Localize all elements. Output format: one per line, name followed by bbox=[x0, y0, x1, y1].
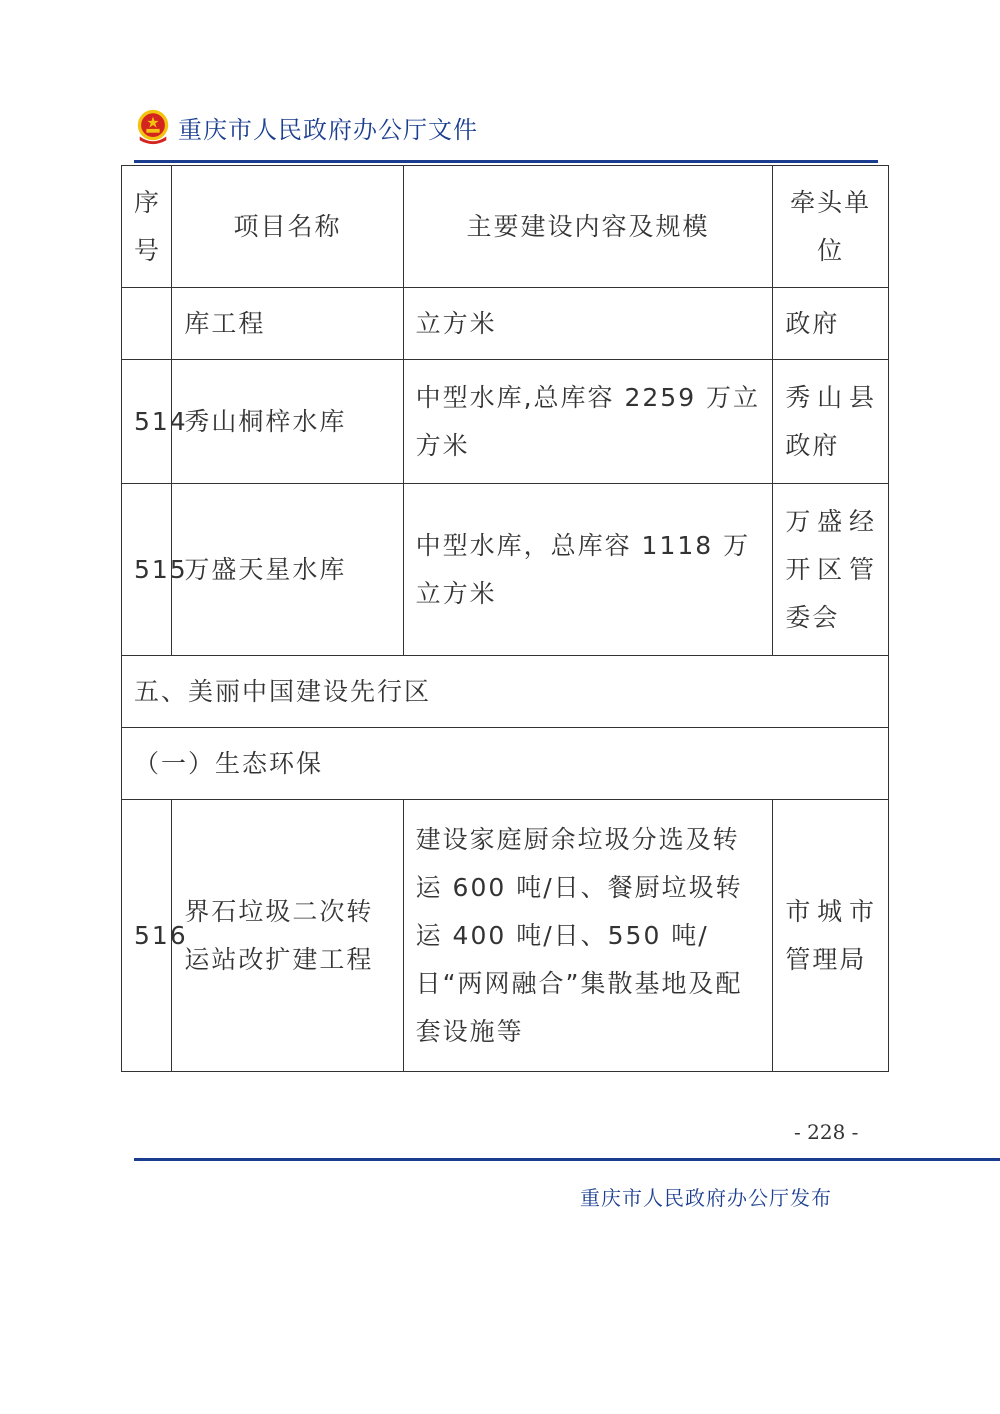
row-name: 万盛天星水库 bbox=[172, 484, 403, 656]
table-row bbox=[122, 484, 889, 656]
header-no: 序号 bbox=[122, 166, 172, 288]
header-divider bbox=[134, 160, 878, 163]
table-header-row bbox=[122, 166, 889, 288]
document-header bbox=[134, 108, 478, 146]
header-lead: 牵头单位 bbox=[773, 166, 889, 288]
header-name: 项目名称 bbox=[172, 166, 403, 288]
section-title: 五、美丽中国建设先行区 bbox=[122, 656, 889, 728]
row-content: 中型水库，总库容 1118 万立方米 bbox=[403, 484, 773, 656]
row-lead: 秀山县政府 bbox=[773, 360, 889, 484]
row-no bbox=[122, 288, 172, 360]
section-row bbox=[122, 656, 889, 728]
page-number: - 228 - bbox=[794, 1120, 859, 1144]
row-name: 秀山桐梓水库 bbox=[172, 360, 403, 484]
row-no: 516 bbox=[122, 800, 172, 1072]
header-title: 重庆市人民政府办公厅文件 bbox=[178, 115, 478, 144]
table-row bbox=[122, 360, 889, 484]
row-lead: 万盛经开区管委会 bbox=[773, 484, 889, 656]
row-content: 立方米 bbox=[403, 288, 773, 360]
table-row bbox=[122, 288, 889, 360]
table-row bbox=[122, 800, 889, 1072]
row-no: 515 bbox=[122, 484, 172, 656]
row-lead: 市城市管理局 bbox=[773, 800, 889, 1072]
subsection-row bbox=[122, 728, 889, 800]
subsection-title: （一）生态环保 bbox=[122, 728, 889, 800]
header-content: 主要建设内容及规模 bbox=[403, 166, 773, 288]
row-name: 库工程 bbox=[172, 288, 403, 360]
footer-publisher: 重庆市人民政府办公厅发布 bbox=[580, 1186, 832, 1210]
national-emblem-icon bbox=[134, 108, 172, 146]
footer-divider bbox=[134, 1158, 1000, 1161]
row-content: 中型水库,总库容 2259 万立方米 bbox=[403, 360, 773, 484]
projects-table bbox=[121, 165, 889, 1072]
row-no: 514 bbox=[122, 360, 172, 484]
row-name: 界石垃圾二次转运站改扩建工程 bbox=[172, 800, 403, 1072]
row-content: 建设家庭厨余垃圾分选及转运 600 吨/日、餐厨垃圾转运 400 吨/日、550 吨/日“两网融合”集散基地及配套设施等 bbox=[403, 800, 773, 1072]
row-lead: 政府 bbox=[773, 288, 889, 360]
